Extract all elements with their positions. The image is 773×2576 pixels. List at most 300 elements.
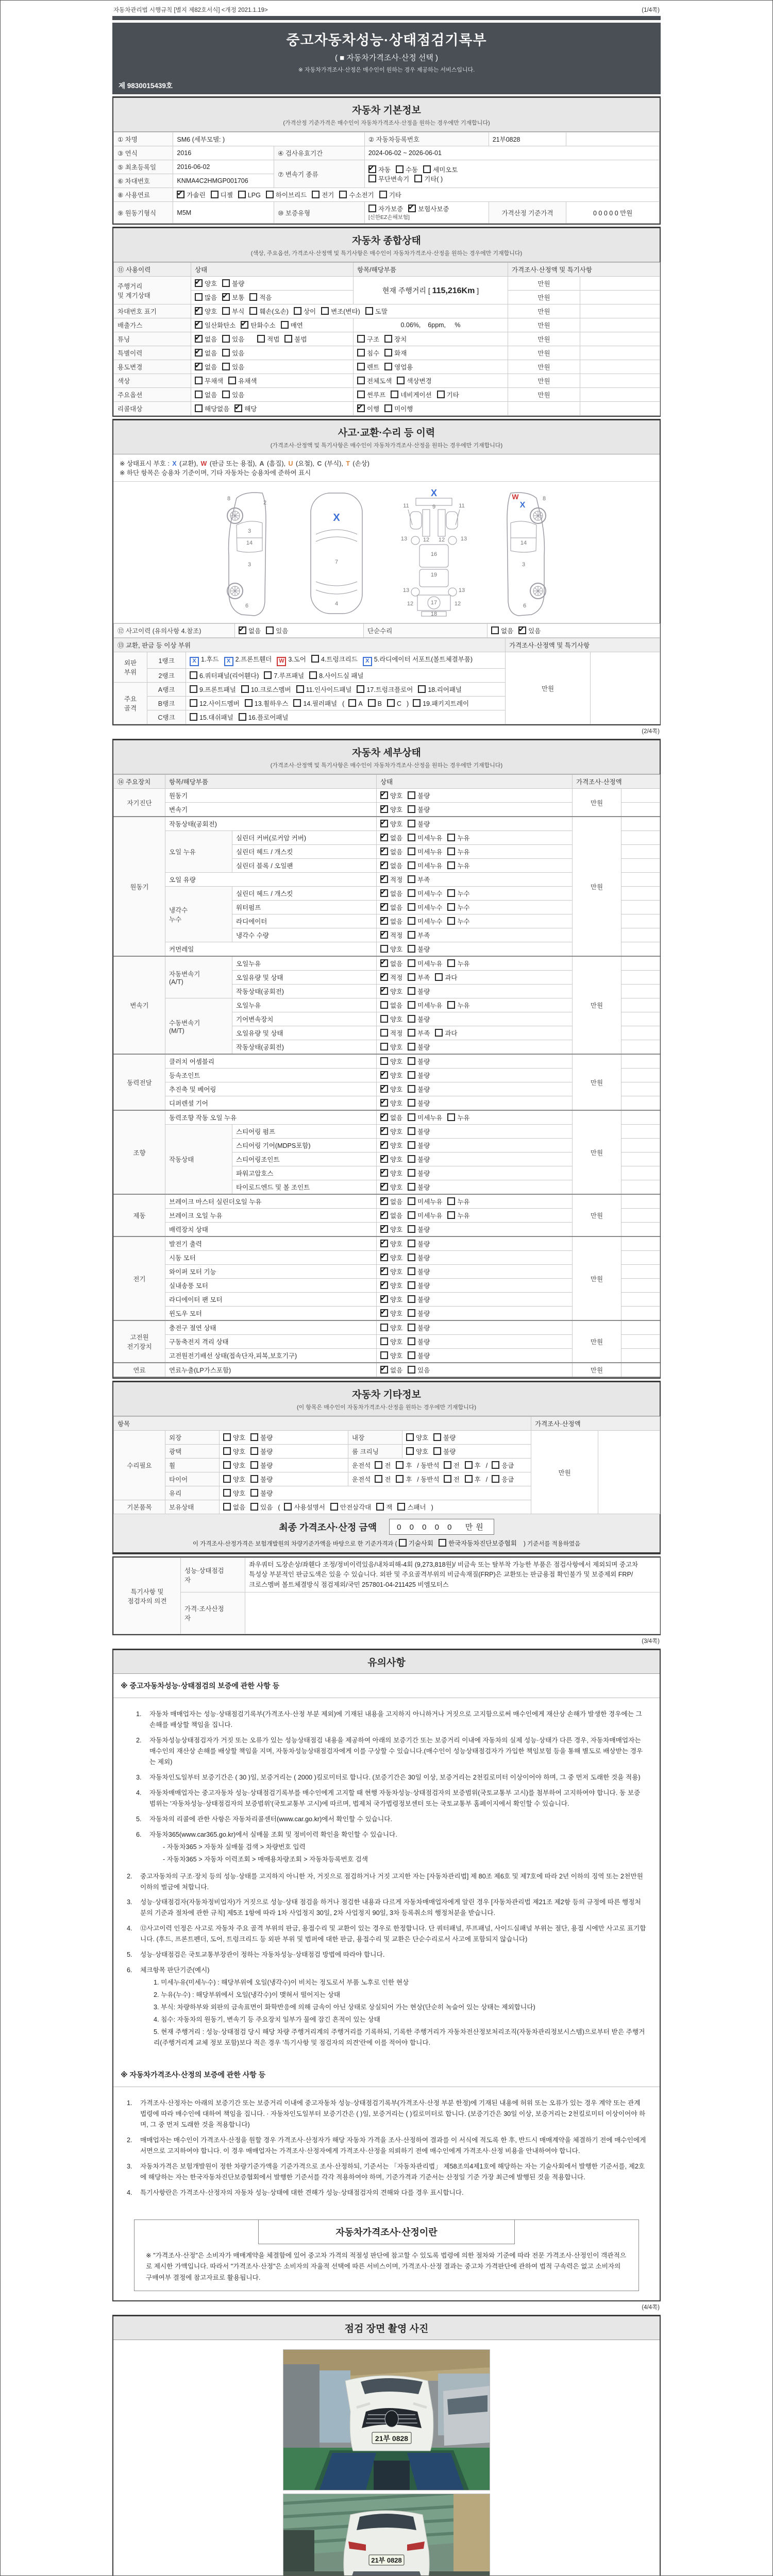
svg-text:19: 19	[430, 572, 438, 578]
basic-info-table	[113, 132, 660, 224]
svg-text:14: 14	[520, 540, 527, 546]
option-해당: ✔ 해당	[234, 404, 257, 413]
detail-row	[114, 817, 660, 831]
state-options	[377, 1139, 573, 1153]
item-label: 추진축 및 베어링	[165, 1082, 377, 1096]
overall-state-table	[113, 262, 660, 416]
item-label: 오일누유	[232, 956, 377, 971]
detail-row	[114, 1236, 660, 1251]
option-없음: ✔ 없음	[195, 348, 217, 358]
checkbox-icon	[447, 959, 455, 967]
fuel-label: ⑧ 사용연료	[114, 188, 173, 202]
checkbox-icon	[408, 1029, 415, 1037]
option-후: 후	[396, 1461, 412, 1470]
item-options	[354, 332, 508, 346]
state-options	[377, 803, 573, 817]
state-options	[377, 789, 573, 803]
checkbox-icon	[223, 1475, 231, 1483]
rank-items	[186, 683, 506, 697]
option-양호: 양호	[380, 1057, 402, 1066]
status-code-T: T	[346, 460, 350, 467]
option-양호: ✔ 양호	[380, 1309, 402, 1318]
overall-row: 많음 ✔ 보통 적음 만원	[114, 291, 660, 304]
svg-text:6: 6	[523, 603, 527, 609]
checkbox-icon	[408, 1253, 415, 1261]
document-header	[112, 23, 661, 77]
option-14.필러패널: 14.필러패널	[293, 699, 337, 708]
svg-text:8: 8	[227, 496, 231, 502]
item-label: 스티어링 펌프	[232, 1125, 377, 1139]
state-options	[191, 346, 354, 360]
option-없음: 없음	[195, 390, 217, 399]
checkbox-icon	[380, 945, 388, 953]
option-과다: 과다	[435, 973, 457, 982]
option-양호: 양호	[223, 1461, 245, 1470]
usage-history-label: 차대번호 표기	[114, 304, 191, 318]
page-marker-3: (3/4쪽)	[642, 1638, 660, 1645]
device-label: 동력전달	[114, 1054, 165, 1110]
item-label: 오일누유	[232, 998, 377, 1012]
item-label: 동력조향 작동 오일 누유	[165, 1110, 377, 1125]
checkbox-icon	[408, 875, 415, 883]
checkbox-icon	[380, 973, 388, 981]
callout-text: ※ "가격조사·산정"은 소비자가 매매계약을 체결함에 있어 중고차 가격의 적절성 판단에 참고할 수 있도록 법령에 의한 절차와 기준에 따라 전문 가격조사·산정인이 객관적으로 제시한 가액입니다. 따라서 "가격조사·산정"은 소비자의 자율적 선택에 따른 서비스이며, 가격조사·산정 결과는 중고차 가격판단에 관하여 법적 구속력은 없고 소비자의 구매여부 결정에 참고자료로 활용됩니다.	[146, 2251, 627, 2281]
item-options	[354, 388, 508, 402]
rank-row	[114, 652, 660, 669]
checkbox-icon	[444, 1475, 451, 1483]
option-불량: 불량	[408, 1295, 430, 1304]
checkbox-icon	[368, 699, 376, 707]
option-있음: 있음	[222, 362, 244, 371]
checkbox-icon	[379, 191, 387, 198]
option-양호: ✔ 양호	[380, 987, 402, 996]
engine-label: ⑨ 원동기형식	[114, 202, 173, 224]
state-options	[377, 1110, 573, 1125]
usage-history-label: 색상	[114, 374, 191, 388]
option-양호: 양호	[380, 944, 402, 954]
checkbox-icon	[447, 1001, 455, 1009]
checkbox-icon	[447, 1197, 455, 1205]
item-label: 윈도우 모터	[165, 1307, 377, 1321]
overall-row: 차대번호 표기 ✔ 양호 부식 훼손(오손) 상이 변조(변타) 도말 만원	[114, 304, 660, 318]
section-title: 자동차 기본정보 (가격산정 기준가격은 매수인이 자동차가격조사·산정을 원하는 경우에만 기재합니다)	[113, 98, 660, 132]
checkbox-icon	[380, 1057, 388, 1065]
document-note: ※ 자동차가격조사·산정은 매수인이 원하는 경우 제공하는 서비스입니다.	[298, 67, 475, 73]
inspect-label: ④ 검사유효기간	[274, 146, 365, 160]
state-options	[191, 291, 354, 304]
state-options	[377, 1040, 573, 1055]
col-price: 가격조사·산정액	[531, 1417, 660, 1431]
option-불량: 불량	[408, 1253, 430, 1262]
checkbox-icon	[380, 1211, 388, 1219]
page-marker-1: (1/4쪽)	[642, 7, 660, 13]
item-label: 타이로드엔드 및 볼 조인트	[232, 1180, 377, 1195]
inspector-remarks: 좌우쿼터 도장손상/좌휀다 조정/정비이력있음/내차피해-4회 (9,273,818원)/ 비금속 또는 탈부착 가능한 부품은 점검사항에서 제외되며 중고차 특성상 부분적인 판금도색은 있을 수 있습니다. 외판 및 주요골격부위의 비금속재질(FRP)은 교환또는 판금용접 확인불가 및 보증제외 FRP/크로스멤버 볼트체결방식 점검제외/국민 257801-04-211425 비엠모터스	[245, 1558, 660, 1592]
checkbox-icon	[339, 191, 347, 198]
col-usage-history: ⑪ 사용이력	[114, 263, 191, 277]
warranty-options	[364, 202, 489, 224]
page-marker-4: (4/4쪽)	[642, 2304, 660, 2311]
checkbox-icon	[293, 699, 301, 707]
device-label: 전기	[114, 1236, 165, 1320]
option-양호: ✔ 양호	[380, 791, 402, 800]
checkbox-icon	[396, 165, 404, 173]
notice-subitem: 2. 누유(누수) : 해당부위에서 오일(냉각수)이 맺혀서 떨어지는 상태	[154, 1991, 341, 1999]
checkbox-icon	[380, 861, 388, 869]
car-damage-diagrams	[113, 482, 660, 623]
checkbox-icon	[380, 987, 388, 995]
checkbox-icon	[491, 626, 499, 634]
section-title: 사고·교환·수리 등 이력 (가격조사·산정액 및 특기사항은 매수인이 자동차가격조사·산정을 원하는 경우에만 기재합니다)	[113, 420, 660, 454]
option-누유: 누유	[447, 959, 469, 968]
state-options	[377, 1166, 573, 1180]
item-label: 연료누출(LP가스포함)	[165, 1363, 377, 1377]
option-적음: 적음	[249, 293, 272, 302]
checkbox-icon	[447, 1211, 455, 1219]
checkbox-icon	[177, 191, 184, 198]
svg-text:16: 16	[430, 551, 438, 557]
checkbox-icon	[396, 1475, 404, 1483]
option-후: 후	[465, 1475, 481, 1484]
checkbox-icon	[222, 349, 230, 357]
option-불량: 불량	[408, 1084, 430, 1094]
option-있음: 있음	[222, 390, 244, 399]
checkbox-icon	[195, 349, 203, 357]
etc-row	[114, 1431, 660, 1445]
state-options	[377, 1320, 573, 1335]
repair-options	[220, 1459, 348, 1472]
simple-repair-label: 단순수리	[364, 624, 488, 638]
remarks-label: 특기사항 및 점검자의 의견	[114, 1558, 181, 1634]
state-options	[377, 985, 573, 998]
option-양호: ✔ 양호	[380, 1127, 402, 1136]
option-불량: 불량	[408, 1141, 430, 1150]
detail-row	[114, 1320, 660, 1335]
status-code-C: C	[317, 460, 322, 467]
checkbox-icon	[238, 191, 246, 198]
option-있음: 있음	[408, 1365, 430, 1375]
checkbox-icon	[447, 861, 455, 869]
checkbox-icon	[357, 377, 365, 384]
transmission-label: ⑦ 변속기 종류	[274, 160, 365, 188]
checkbox-icon	[408, 1099, 415, 1107]
form-reference: 자동차관리법 시행규칙 [별지 제82호서식] <개정 2021.1.19>	[113, 7, 268, 13]
device-price-cell: 만원	[573, 1363, 621, 1377]
rank-items	[186, 669, 506, 683]
state-options	[377, 1125, 573, 1139]
checkbox-icon	[408, 1324, 415, 1331]
checkbox-icon	[408, 959, 415, 967]
checkbox-icon	[433, 1447, 441, 1455]
checkbox-icon	[408, 1295, 415, 1303]
option-자가보증: 자가보증	[368, 204, 403, 213]
option-불량: 불량	[408, 1225, 430, 1234]
checkbox-icon	[380, 1155, 388, 1163]
option-불량: 불량	[250, 1433, 273, 1442]
checkbox-icon	[195, 404, 203, 412]
checkbox-icon	[195, 335, 203, 343]
item-label: 파워고압호스	[232, 1166, 377, 1180]
option-수동: 수동	[396, 165, 418, 174]
option-불량: 불량	[250, 1461, 273, 1470]
checkbox-icon	[380, 1029, 388, 1037]
svg-text:13: 13	[400, 536, 408, 542]
checkbox-icon	[380, 1324, 388, 1331]
car-diagram-right-side	[493, 489, 560, 618]
option-변조(변타): 변조(변타)	[321, 307, 360, 316]
item-label: 워터펌프	[232, 901, 377, 914]
checkbox-icon	[408, 1085, 415, 1093]
checkbox-icon	[190, 713, 197, 721]
checkbox-icon	[357, 335, 365, 343]
option-양호: 양호	[380, 1323, 402, 1332]
checkbox-icon	[195, 321, 203, 329]
notice-item: 2. 자동차성능상태점검자가 거짓 또는 오류가 있는 성능상태점검 내용을 제공하여 아래의 보증기간 또는 보증거리 이내에 자동차의 실제 성능·상태가 다른 경우, 자동차매매업자는 매수인의 재산상 손해를 배상할 책임을 지며, 자동차성능상태점검자에게 이를 구상할 수 있습니다.(매수인이 성능상태점검자가 가입한 책임보험 등을 통해 별도로 배상받는 경우는 제외)	[136, 1737, 643, 1766]
exchange-rank-table	[113, 638, 660, 724]
item-label: 원동기	[165, 789, 377, 803]
option-부족: 부족	[408, 875, 430, 884]
checkbox-icon	[439, 1539, 446, 1547]
svg-text:2: 2	[263, 500, 267, 506]
svg-text:11: 11	[459, 503, 465, 509]
checkbox-icon	[433, 1433, 441, 1441]
checkbox-icon	[375, 1461, 382, 1469]
checkbox-icon	[406, 1447, 414, 1455]
item-options	[354, 374, 508, 388]
state-options	[377, 901, 573, 914]
checkbox-icon	[249, 307, 257, 315]
state-options	[377, 1194, 573, 1209]
checkbox-icon	[380, 1043, 388, 1050]
svg-text:4: 4	[334, 601, 339, 607]
notice-title: 유의사항	[113, 1650, 660, 1674]
checkbox-icon	[190, 685, 197, 693]
checkbox-icon	[250, 1461, 258, 1469]
item-label: 오일 유량	[165, 873, 377, 887]
option-누유: 누유	[447, 1001, 469, 1010]
device-label: 조향	[114, 1110, 165, 1194]
option-불량: 불량	[408, 1127, 430, 1136]
checkbox-icon	[408, 973, 415, 981]
notice-item: 4. 특기사항란은 가격조사·산정자의 자동차 성능·상태에 대한 견해가 성능·상태점검자의 견해와 다를 경우 표시합니다.	[127, 2189, 464, 2196]
checkbox-icon	[408, 1113, 415, 1121]
car-diagram-structure	[393, 489, 475, 618]
option-양호: 양호	[406, 1447, 428, 1456]
repair-item: 광택	[165, 1445, 220, 1459]
device-label: 변속기	[114, 956, 165, 1054]
option-양호: 양호	[223, 1433, 245, 1442]
checkbox-icon	[447, 848, 455, 855]
section-overall-state	[112, 227, 661, 417]
checkbox-icon	[423, 165, 431, 173]
device-price-cell: 만원	[573, 1194, 621, 1236]
item-label: 실내송풍 모터	[165, 1279, 377, 1293]
usage-history-label: 주요옵션	[114, 388, 191, 402]
option-양호: 양호	[380, 1337, 402, 1346]
state-options	[377, 831, 573, 845]
option-미세누유: 미세누유	[408, 959, 442, 968]
checkbox-icon	[408, 1309, 415, 1317]
option-미세누유: 미세누유	[408, 1113, 442, 1122]
checkbox-icon	[249, 293, 257, 301]
sub-group-label: 냉각수 누수	[165, 887, 232, 942]
checkbox-icon	[406, 1433, 414, 1441]
option-해당없음: 해당없음	[195, 404, 229, 413]
checkbox-icon	[408, 917, 415, 925]
option-미세누유: 미세누유	[408, 1197, 442, 1206]
checkbox-icon	[408, 931, 415, 939]
checkbox-icon	[195, 391, 203, 398]
svg-text:9: 9	[432, 504, 436, 510]
option-네비게이션: 네비게이션	[391, 390, 431, 399]
usage-history-label: 주행거리 및 계기상태	[114, 277, 191, 304]
overall-row: 특별이력 ✔ 없음 있음 침수 화재 만원	[114, 346, 660, 360]
checkbox-icon	[408, 1057, 415, 1065]
checkbox-icon	[311, 655, 319, 663]
option-자동: ✔자동	[368, 165, 391, 174]
state-options	[377, 1069, 573, 1082]
status-code-W: W	[200, 460, 207, 467]
status-code-A: A	[259, 460, 264, 467]
checkbox-icon	[245, 699, 253, 707]
checkbox-icon	[239, 626, 246, 634]
option-불량: 불량	[408, 944, 430, 954]
option-전체도색: 전체도색	[357, 376, 392, 385]
checkbox-icon	[435, 1029, 443, 1037]
option-양호: 양호	[380, 1042, 402, 1052]
option-미세누수: 미세누수	[408, 917, 442, 926]
mark-hood-exchange: X	[333, 512, 340, 523]
option-누수: 누수	[447, 917, 469, 926]
usage-history-label: 배출가스	[114, 318, 191, 332]
option-불량: 불량	[408, 791, 430, 800]
notice-item: 1. 자동차 매매업자는 성능·상태점검기록부(가격조사·산정 부분 제외)에 기재된 내용을 고지하지 아니하거나 거짓으로 고지함으로써 매수인에게 재산상 손해가 발생한 경우에는 그 손해를 배상할 책임을 집니다.	[136, 1710, 642, 1729]
option-없음: ✔ 없음	[195, 362, 217, 371]
checkbox-icon	[408, 903, 415, 911]
option-과다: 과다	[435, 1028, 457, 1038]
option-누수: 누수	[447, 903, 469, 912]
option-8.사이드실 패널: 8.사이드실 패널	[309, 671, 363, 680]
repair-item: 휠	[165, 1459, 220, 1472]
notice-item: 2. 중고자동차의 구조·장치 등의 성능·상태를 고지하지 아니한 자, 거짓으로 점검하거나 거짓 고지한 자는 [자동차관리법] 제 80조 제6호 및 제7호에 따라 2년 이하의 징역 또는 2천만원 이하의 벌금에 처합니다.	[127, 1872, 643, 1891]
final-price-value: 0 0 0 0 0 만원	[389, 1519, 494, 1535]
device-label: 연료	[114, 1363, 165, 1377]
state-options	[377, 1265, 573, 1279]
repair-item: 외장	[165, 1431, 220, 1445]
option-한국자동차진단보증협회: 한국자동차진단보증협회	[439, 1538, 517, 1548]
checkbox-icon	[408, 1240, 415, 1247]
item-label: 작동상태(공회전)	[232, 1040, 377, 1055]
section-notice	[112, 1649, 661, 2301]
option-없음: ✔ 없음	[380, 1365, 402, 1375]
option-누유: 누유	[447, 847, 469, 856]
document-number: 제 9830015439호	[112, 77, 661, 94]
option-불량: 불량	[433, 1433, 456, 1442]
state-options	[377, 1054, 573, 1069]
checkbox-icon	[368, 175, 376, 182]
checkbox-icon	[357, 685, 364, 693]
overall-row: 용도변경 ✔ 없음 있음 렌트 영업용 만원	[114, 360, 660, 374]
option-미세누유: 미세누유	[408, 833, 442, 842]
checkbox-icon	[380, 1240, 388, 1247]
checkbox-icon	[465, 1475, 473, 1483]
notice-sec1-body	[113, 1698, 660, 2063]
option-후: 후	[396, 1475, 412, 1484]
odometer-cell: 현재 주행거리 [ 115,216Km ]	[354, 277, 508, 304]
detail-row	[114, 1194, 660, 1209]
state-options	[377, 1236, 573, 1251]
car-diagram-top	[298, 489, 375, 618]
notice-subitem: - 자동차365 > 자동차 이력조회 > 매매용차량조회 > 자동차등록번호 검색	[163, 1855, 368, 1863]
fuel-options	[173, 188, 660, 202]
checkbox-icon	[380, 917, 388, 925]
checkbox-icon	[222, 307, 230, 315]
section-etc-info	[112, 1381, 661, 1554]
repair-item: 내장	[348, 1431, 402, 1445]
state-options	[191, 277, 354, 291]
checkbox-icon	[387, 699, 395, 707]
option-기타: 기타	[379, 190, 401, 199]
item-label: 실린더 헤드 / 개스킷	[232, 845, 377, 859]
option-양호: ✔ 양호	[380, 1267, 402, 1276]
checkbox-icon	[380, 1001, 388, 1009]
checkbox-icon	[435, 973, 443, 981]
base-price-value: 0 0 0 0 0 만원	[566, 202, 660, 224]
svg-text:21부 0828: 21부 0828	[375, 2434, 409, 2443]
svg-text:13: 13	[460, 536, 467, 542]
checkbox-icon	[380, 805, 388, 813]
checkbox-icon	[266, 626, 274, 634]
item-label: 스티어링 기어(MDPS포함)	[232, 1139, 377, 1153]
device-price-cell: 만원	[573, 1110, 621, 1194]
price-appraisal-callout	[134, 2219, 639, 2292]
checkbox-icon	[195, 279, 203, 287]
checkbox-icon	[321, 307, 329, 315]
mark-X-icon: X	[224, 657, 233, 666]
checkbox-icon	[380, 1015, 388, 1023]
option-후: 후	[465, 1461, 481, 1470]
state-options	[377, 1251, 573, 1265]
option-보험사보증: ✔ 보험사보증	[408, 204, 449, 213]
notice-item: 5. 성능·상태점검은 국토교통부장관이 정하는 자동차성능·상태점검 방법에 따라야 합니다.	[127, 1951, 385, 1959]
option-유채색: 유채색	[228, 376, 257, 385]
item-label: 작동상태(공회전)	[232, 985, 377, 998]
option-양호: ✔ 양호	[195, 307, 217, 316]
rank-price-cell: 만원	[506, 652, 591, 724]
option-있음: ✔ 있음	[518, 626, 541, 635]
etc-info-table	[113, 1416, 660, 1514]
option-양호: ✔ 양호	[380, 1071, 402, 1080]
option-불법: 불법	[284, 334, 307, 344]
svg-text:18: 18	[430, 611, 438, 617]
option-없음: ✔ 없음	[380, 959, 402, 968]
option-사용설명서: 사용설명서	[284, 1502, 325, 1512]
col-price: 가격조사·산정액 및 특기사항	[508, 263, 660, 277]
item-label: 시동 모터	[165, 1251, 377, 1265]
checkbox-icon	[195, 293, 203, 301]
item-label: 디퍼렌셜 기어	[165, 1096, 377, 1111]
option-없음: ✔ 없음	[380, 917, 402, 926]
col-price: 가격조사·산정액	[573, 775, 660, 789]
rank-items	[186, 652, 506, 669]
detail-state-table	[113, 774, 660, 1378]
checkbox-icon	[408, 848, 415, 855]
option-수소전기: 수소전기	[339, 190, 374, 199]
checkbox-icon	[408, 1001, 415, 1009]
state-options	[377, 1335, 573, 1349]
device-price-cell: 만원	[573, 1054, 621, 1110]
checkbox-icon	[408, 1141, 415, 1149]
